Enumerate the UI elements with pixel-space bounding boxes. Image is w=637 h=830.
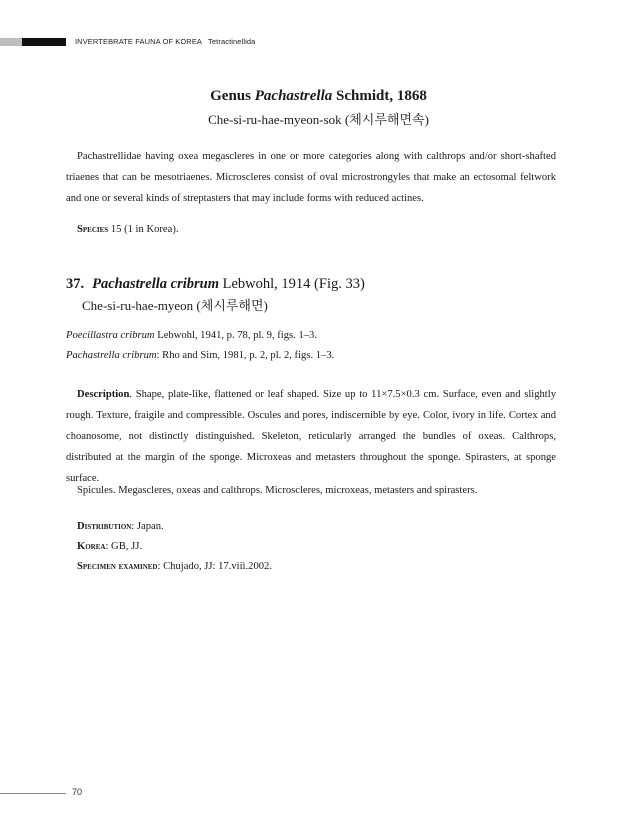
synonym-1-ref: Lebwohl, 1941, p. 78, pl. 9, figs. 1–3. — [154, 330, 318, 341]
running-head-title: INVERTEBRATE FAUNA OF KOREA — [75, 37, 203, 46]
korea-label: Korea — [77, 541, 106, 552]
header-bar-dark — [22, 38, 66, 46]
running-head-subtitle: Tetractinellida — [208, 37, 256, 46]
genus-title — [0, 88, 637, 105]
spicules-paragraph: Spicules. Megascleres, oxeas and calthrops. Microscleres, microxeas, metasters and spirasters. — [77, 485, 478, 496]
genus-prefix: Genus — [210, 88, 251, 104]
species-count-label: Species — [77, 224, 109, 235]
species-title — [66, 276, 365, 293]
genus-author: Schmidt, 1868 — [336, 88, 427, 104]
genus-korean-name: Che-si-ru-hae-myeon-sok (체시루해면속) — [208, 112, 429, 127]
genus-diagnosis: Pachastrellidae having oxea megascleres in one or more categories along with calthrops and/or short-shafted triaenes that can be mesotriaenes. Microscleres consist of oval microstrongyles that make an ectosomal feltwork and one or several kinds of streptasters that may include forms with reduced actines. — [66, 151, 556, 204]
species-name: Pachastrella cribrum — [92, 276, 220, 292]
species-count-text: 15 (1 in Korea). — [110, 224, 179, 235]
distribution-label: Distribution — [77, 521, 132, 532]
synonym-2-ref: : Rho and Sim, 1981, p. 2, pl. 2, figs. 1–3. — [156, 350, 335, 361]
footer-rule — [0, 793, 66, 794]
specimen-text: : Chujado, JJ: 17.viii.2002. — [157, 561, 272, 572]
species-number: 37. — [66, 276, 85, 292]
description-paragraph — [66, 384, 556, 489]
korea-line — [66, 536, 556, 557]
korea-text: : GB, JJ. — [105, 541, 142, 552]
synonym-1-name: Poecillastra cribrum — [66, 330, 155, 341]
synonym-1 — [66, 330, 317, 341]
header-bar-light — [0, 38, 22, 46]
distribution-text: : Japan. — [131, 521, 164, 532]
species-count — [66, 219, 556, 240]
specimen-label: Specimen examined — [77, 561, 158, 572]
synonym-2-name: Pachastrella cribrum — [66, 350, 157, 361]
running-head — [75, 37, 255, 46]
specimen-line — [66, 556, 556, 577]
description-text: . Shape, plate-like, flattened or leaf shaped. Size up to 11×7.5×0.3 cm. Surface, even and slightly rough. Texture, fraigile and compressible. Oscules and pores, indiscernible by eye. Color, ivory in life. Cortex and choanosome, not distinctly distinguished. Skeleton, reticularly arranged the bundles of oxeas. Calthrops, distributed at the margin of the sponge. Microxeas and metasters throughout the sponge. Spirasters, at sponge surface. — [66, 389, 556, 484]
distribution-line — [66, 516, 556, 537]
genus-name: Pachastrella — [254, 88, 333, 104]
page-number: 70 — [72, 787, 83, 797]
synonym-2 — [66, 350, 334, 361]
species-korean-name: Che-si-ru-hae-myeon (체시루해면) — [82, 298, 268, 313]
description-label: Description — [77, 389, 130, 400]
species-author: Lebwohl, 1914 (Fig. 33) — [222, 276, 365, 292]
